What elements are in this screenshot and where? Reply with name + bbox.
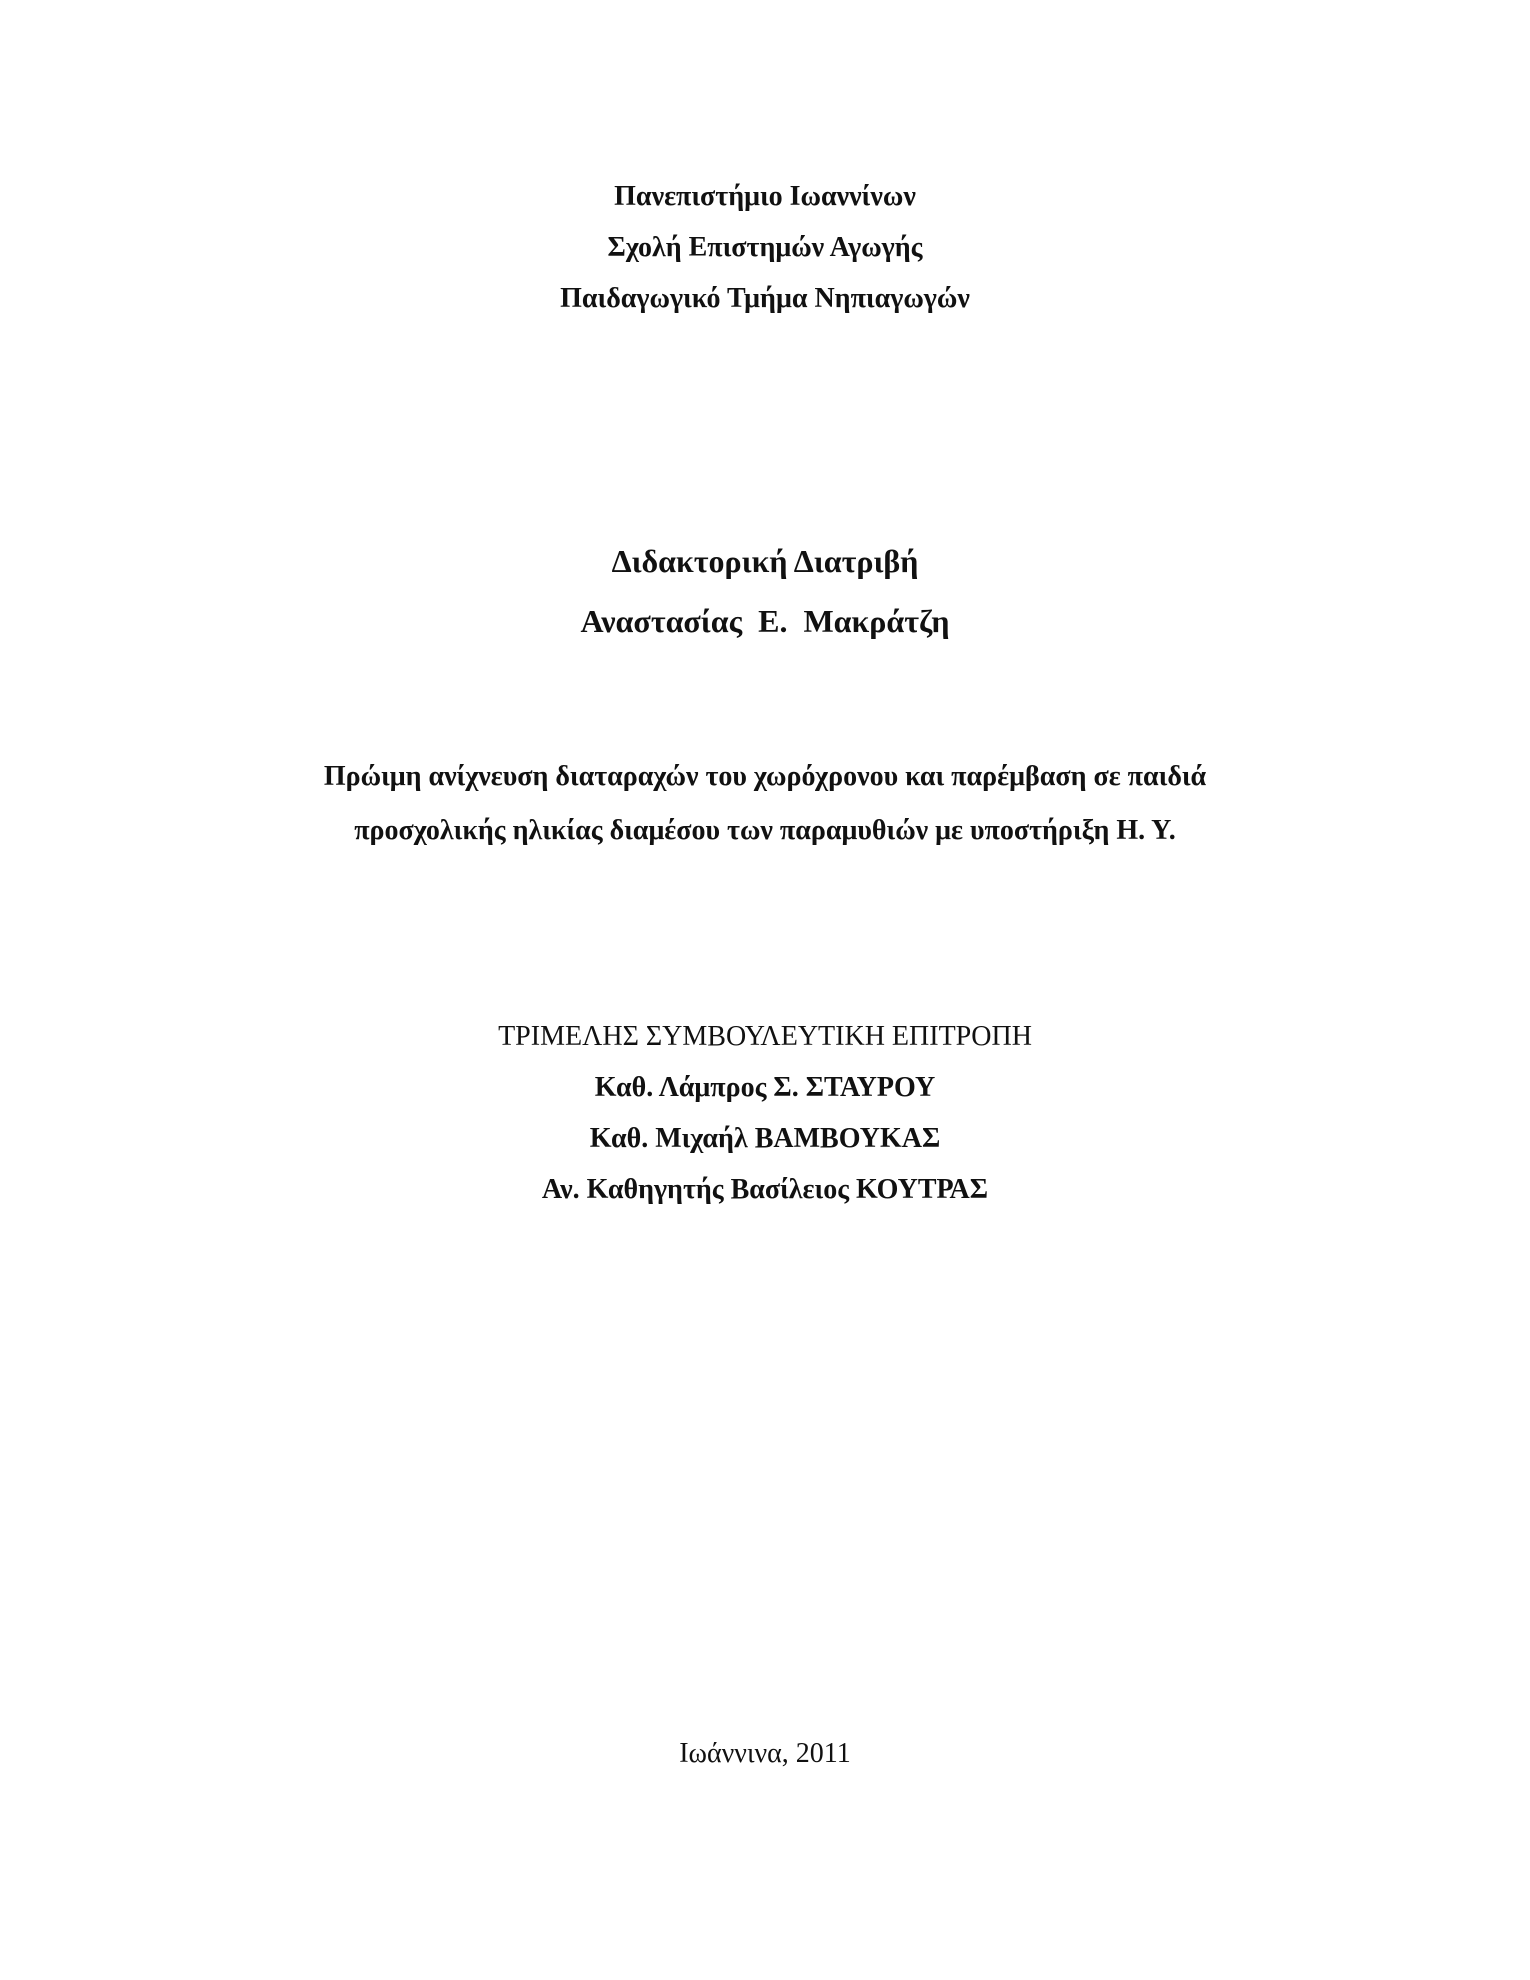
- committee-member: Καθ. Λάμπρος Σ. ΣΤΑΥΡΟΥ: [594, 1072, 936, 1103]
- committee-member: Αν. Καθηγητής Βασίλειος ΚΟΥΤΡΑΣ: [541, 1174, 989, 1205]
- place-and-year: Ιωάννινα, 2011: [679, 1738, 851, 1769]
- department-name: Παιδαγωγικό Τμήμα Νηπιαγωγών: [560, 283, 970, 314]
- thesis-subject-line-2: προσχολικής ηλικίας διαμέσου των παραμυθιών με υποστήριξη Η. Υ.: [354, 815, 1176, 846]
- university-name: Πανεπιστήμιο Ιωαννίνων: [614, 181, 916, 212]
- school-name: Σχολή Επιστημών Αγωγής: [607, 232, 923, 263]
- committee-member: Καθ. Μιχαήλ ΒΑΜΒΟΥΚΑΣ: [589, 1123, 941, 1154]
- thesis-author: Αναστασίας Ε. Μακράτζη: [580, 603, 950, 639]
- thesis-type: Διδακτορική Διατριβή: [611, 543, 919, 579]
- thesis-subject-line-1: Πρώιμη ανίχνευση διαταραχών του χωρόχρονου και παρέμβαση σε παιδιά: [323, 761, 1207, 792]
- committee-heading: ΤΡΙΜΕΛΗΣ ΣΥΜΒΟΥΛΕΥΤΙΚΗ ΕΠΙΤΡΟΠΗ: [498, 1021, 1032, 1052]
